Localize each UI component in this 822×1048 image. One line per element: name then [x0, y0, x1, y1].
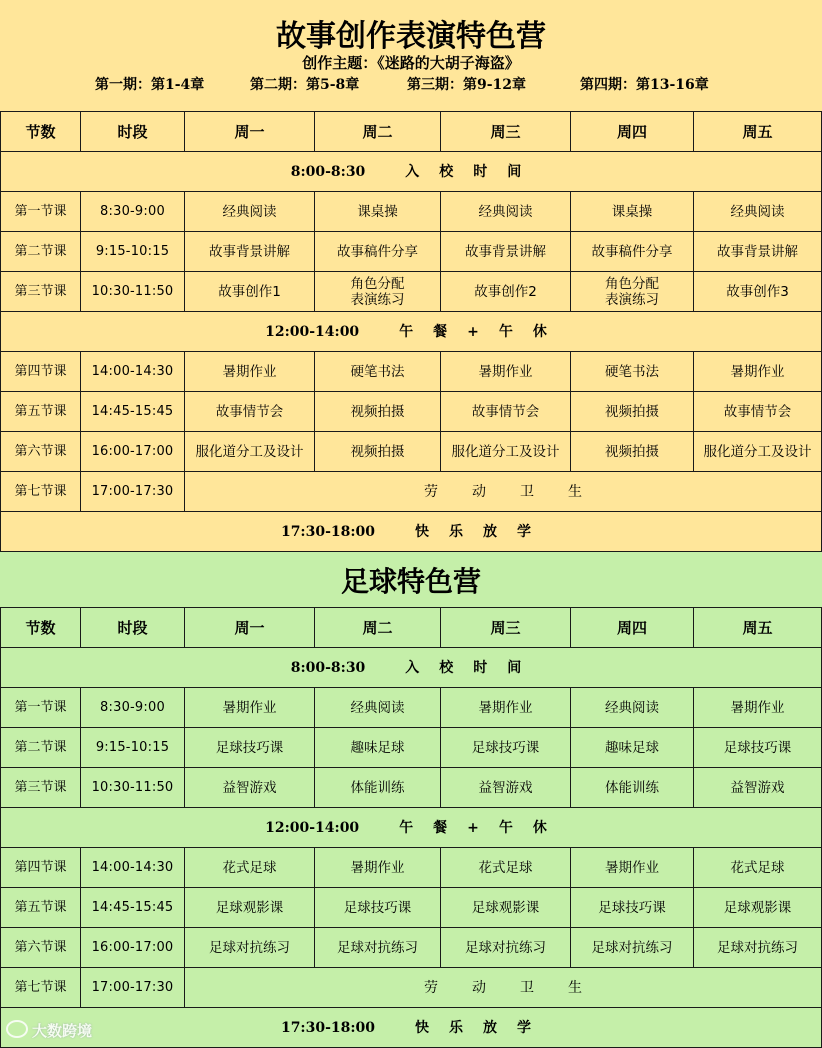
arrival-char: 校	[439, 659, 454, 676]
lesson-cell: 暑期作业	[694, 688, 822, 728]
labor-char: 生	[568, 979, 582, 996]
lesson-cell: 足球技巧课	[315, 888, 441, 928]
arrival-row	[1, 648, 822, 688]
labor-char: 卫	[520, 483, 534, 500]
table-row	[1, 272, 822, 312]
arrival-time: 8:00-8:30	[290, 163, 366, 180]
column-header: 周三	[441, 608, 571, 648]
lesson-cell: 益智游戏	[441, 768, 571, 808]
lesson-cell: 硬笔书法	[571, 352, 694, 392]
table-row	[1, 392, 822, 432]
lesson-label: 第七节课	[1, 968, 81, 1008]
lunch-time: 12:00-14:00	[265, 819, 360, 836]
lesson-label: 第七节课	[1, 472, 81, 512]
lesson-cell: 足球对抗练习	[315, 928, 441, 968]
lesson-label: 第六节课	[1, 432, 81, 472]
dismissal-char: 放	[483, 1019, 498, 1036]
lesson-cell: 视频拍摄	[571, 432, 694, 472]
watermark	[6, 1020, 92, 1041]
lesson-cell: 足球对抗练习	[441, 928, 571, 968]
story-camp-periods	[0, 74, 822, 96]
table-row	[1, 688, 822, 728]
lunch-char: 休	[532, 323, 547, 340]
football-camp-title: 足球特色营	[340, 565, 481, 598]
lesson-cell: 故事创作2	[441, 272, 571, 312]
lunch-char: 餐	[433, 819, 448, 836]
labor-char: 劳	[424, 483, 438, 500]
column-header: 周一	[185, 112, 315, 152]
lesson-cell: 暑期作业	[441, 352, 571, 392]
lesson-label: 第六节课	[1, 928, 81, 968]
story-camp-title: 故事创作表演特色营	[276, 19, 546, 54]
lesson-cell: 足球对抗练习	[571, 928, 694, 968]
lesson-cell: 足球对抗练习	[694, 928, 822, 968]
table-row	[1, 232, 822, 272]
lesson-cell: 故事情节会	[441, 392, 571, 432]
lesson-cell: 益智游戏	[694, 768, 822, 808]
lesson-cell: 花式足球	[694, 848, 822, 888]
labor-char: 生	[568, 483, 582, 500]
table-row	[1, 928, 822, 968]
arrival-row	[1, 152, 822, 192]
lesson-label: 第五节课	[1, 888, 81, 928]
table-row	[1, 352, 822, 392]
column-header: 周五	[694, 112, 822, 152]
lesson-cell: 课桌操	[315, 192, 441, 232]
lesson-cell: 体能训练	[315, 768, 441, 808]
lesson-cell: 角色分配 表演练习	[571, 272, 694, 312]
lesson-cell: 足球技巧课	[185, 728, 315, 768]
lesson-cell: 视频拍摄	[315, 392, 441, 432]
table-row	[1, 848, 822, 888]
lunch-char: 午	[399, 323, 414, 340]
lesson-time: 16:00-17:00	[81, 928, 185, 968]
lesson-cell: 视频拍摄	[571, 392, 694, 432]
dismissal-char: 乐	[449, 1019, 464, 1036]
dismissal-char: 快	[415, 1019, 430, 1036]
labor-cell	[185, 472, 822, 512]
story-camp-timetable	[0, 111, 822, 552]
lesson-time: 9:15-10:15	[81, 728, 185, 768]
column-header: 时段	[81, 608, 185, 648]
lesson-cell: 故事情节会	[694, 392, 822, 432]
lunch-char: +	[467, 819, 479, 836]
table-row	[1, 768, 822, 808]
dismissal-char: 学	[517, 523, 532, 540]
column-header: 周二	[315, 112, 441, 152]
lesson-cell: 足球技巧课	[441, 728, 571, 768]
lesson-time: 14:45-15:45	[81, 392, 185, 432]
lesson-cell: 服化道分工及设计	[694, 432, 822, 472]
table-row	[1, 472, 822, 512]
lesson-cell: 暑期作业	[185, 352, 315, 392]
column-header: 周一	[185, 608, 315, 648]
lesson-cell: 暑期作业	[185, 688, 315, 728]
lesson-label: 第五节课	[1, 392, 81, 432]
lesson-label: 第四节课	[1, 848, 81, 888]
column-header: 时段	[81, 112, 185, 152]
lesson-label: 第一节课	[1, 688, 81, 728]
lunch-char: +	[467, 323, 479, 340]
lesson-cell: 益智游戏	[185, 768, 315, 808]
lesson-cell: 经典阅读	[315, 688, 441, 728]
period-4: 第四期：第13-16章	[580, 77, 709, 93]
lesson-cell: 足球技巧课	[571, 888, 694, 928]
column-header: 周五	[694, 608, 822, 648]
dismissal-char: 乐	[449, 523, 464, 540]
lesson-label: 第三节课	[1, 272, 81, 312]
period-2: 第二期：第5-8章	[250, 77, 360, 93]
dismissal-char: 快	[415, 523, 430, 540]
arrival-banner	[1, 648, 822, 688]
football-camp-section	[0, 552, 822, 1048]
lesson-cell: 趣味足球	[571, 728, 694, 768]
lesson-label: 第三节课	[1, 768, 81, 808]
table-row	[1, 432, 822, 472]
column-header: 周二	[315, 608, 441, 648]
lesson-cell: 故事背景讲解	[441, 232, 571, 272]
lesson-time: 8:30-9:00	[81, 192, 185, 232]
lesson-cell: 足球对抗练习	[185, 928, 315, 968]
lesson-cell: 暑期作业	[315, 848, 441, 888]
lesson-time: 17:00-17:30	[81, 968, 185, 1008]
lunch-row	[1, 808, 822, 848]
lunch-row	[1, 312, 822, 352]
dismissal-char: 放	[483, 523, 498, 540]
lesson-cell: 视频拍摄	[315, 432, 441, 472]
column-header: 周四	[571, 112, 694, 152]
column-header: 节数	[1, 608, 81, 648]
arrival-char: 校	[439, 163, 454, 180]
period-1: 第一期：第1-4章	[95, 77, 205, 93]
labor-char: 卫	[520, 979, 534, 996]
watermark-logo-icon	[6, 1020, 28, 1038]
lunch-time: 12:00-14:00	[265, 323, 360, 340]
lesson-cell: 花式足球	[441, 848, 571, 888]
lesson-cell: 体能训练	[571, 768, 694, 808]
lesson-cell: 经典阅读	[441, 192, 571, 232]
lunch-banner	[1, 808, 822, 848]
lesson-time: 10:30-11:50	[81, 272, 185, 312]
lesson-cell: 经典阅读	[571, 688, 694, 728]
lesson-cell: 经典阅读	[185, 192, 315, 232]
dismissal-banner	[1, 1008, 822, 1048]
dismissal-time: 17:30-18:00	[280, 523, 376, 540]
arrival-char: 入	[405, 659, 420, 676]
lesson-label: 第二节课	[1, 728, 81, 768]
lesson-cell: 经典阅读	[694, 192, 822, 232]
table-row	[1, 888, 822, 928]
arrival-time: 8:00-8:30	[290, 659, 366, 676]
lunch-banner	[1, 312, 822, 352]
lesson-time: 17:00-17:30	[81, 472, 185, 512]
lunch-char: 午	[399, 819, 414, 836]
dismissal-row	[1, 1008, 822, 1048]
lesson-cell: 故事稿件分享	[571, 232, 694, 272]
lesson-cell: 课桌操	[571, 192, 694, 232]
dismissal-row	[1, 512, 822, 552]
arrival-char: 间	[507, 659, 522, 676]
lesson-cell: 暑期作业	[441, 688, 571, 728]
lesson-time: 14:00-14:30	[81, 848, 185, 888]
lesson-label: 第四节课	[1, 352, 81, 392]
lunch-char: 午	[498, 323, 513, 340]
lesson-cell: 足球观影课	[441, 888, 571, 928]
arrival-char: 入	[405, 163, 420, 180]
lesson-label: 第一节课	[1, 192, 81, 232]
lesson-cell: 硬笔书法	[315, 352, 441, 392]
watermark-text: 大数跨境	[32, 1022, 93, 1040]
lesson-cell: 故事创作1	[185, 272, 315, 312]
dismissal-char: 学	[517, 1019, 532, 1036]
header-row	[1, 112, 822, 152]
arrival-char: 间	[507, 163, 522, 180]
lesson-cell: 足球技巧课	[694, 728, 822, 768]
lesson-cell: 足球观影课	[694, 888, 822, 928]
lesson-cell: 故事稿件分享	[315, 232, 441, 272]
arrival-banner	[1, 152, 822, 192]
lesson-cell: 暑期作业	[694, 352, 822, 392]
lesson-cell: 故事背景讲解	[185, 232, 315, 272]
football-camp-timetable	[0, 607, 822, 1048]
column-header: 周四	[571, 608, 694, 648]
lesson-cell: 故事情节会	[185, 392, 315, 432]
dismissal-banner	[1, 512, 822, 552]
labor-char: 动	[472, 483, 486, 500]
labor-char: 动	[472, 979, 486, 996]
column-header: 周三	[441, 112, 571, 152]
lunch-char: 餐	[433, 323, 448, 340]
lunch-char: 休	[532, 819, 547, 836]
lesson-time: 14:00-14:30	[81, 352, 185, 392]
arrival-char: 时	[473, 659, 488, 676]
lesson-cell: 故事背景讲解	[694, 232, 822, 272]
lesson-time: 8:30-9:00	[81, 688, 185, 728]
arrival-char: 时	[473, 163, 488, 180]
labor-cell	[185, 968, 822, 1008]
story-camp-theme: 创作主题：《迷路的大胡子海盗》	[302, 54, 520, 72]
lesson-time: 9:15-10:15	[81, 232, 185, 272]
lesson-label: 第二节课	[1, 232, 81, 272]
dismissal-time: 17:30-18:00	[280, 1019, 376, 1036]
lesson-time: 14:45-15:45	[81, 888, 185, 928]
period-3: 第三期：第9-12章	[407, 77, 527, 93]
table-row	[1, 192, 822, 232]
header-row	[1, 608, 822, 648]
lunch-char: 午	[498, 819, 513, 836]
lesson-time: 10:30-11:50	[81, 768, 185, 808]
column-header: 节数	[1, 112, 81, 152]
lesson-cell: 花式足球	[185, 848, 315, 888]
labor-char: 劳	[424, 979, 438, 996]
lesson-cell: 足球观影课	[185, 888, 315, 928]
table-row	[1, 728, 822, 768]
table-row	[1, 968, 822, 1008]
lesson-cell: 服化道分工及设计	[185, 432, 315, 472]
lesson-cell: 故事创作3	[694, 272, 822, 312]
lesson-cell: 趣味足球	[315, 728, 441, 768]
lesson-cell: 服化道分工及设计	[441, 432, 571, 472]
lesson-cell: 暑期作业	[571, 848, 694, 888]
lesson-time: 16:00-17:00	[81, 432, 185, 472]
lesson-cell: 角色分配 表演练习	[315, 272, 441, 312]
